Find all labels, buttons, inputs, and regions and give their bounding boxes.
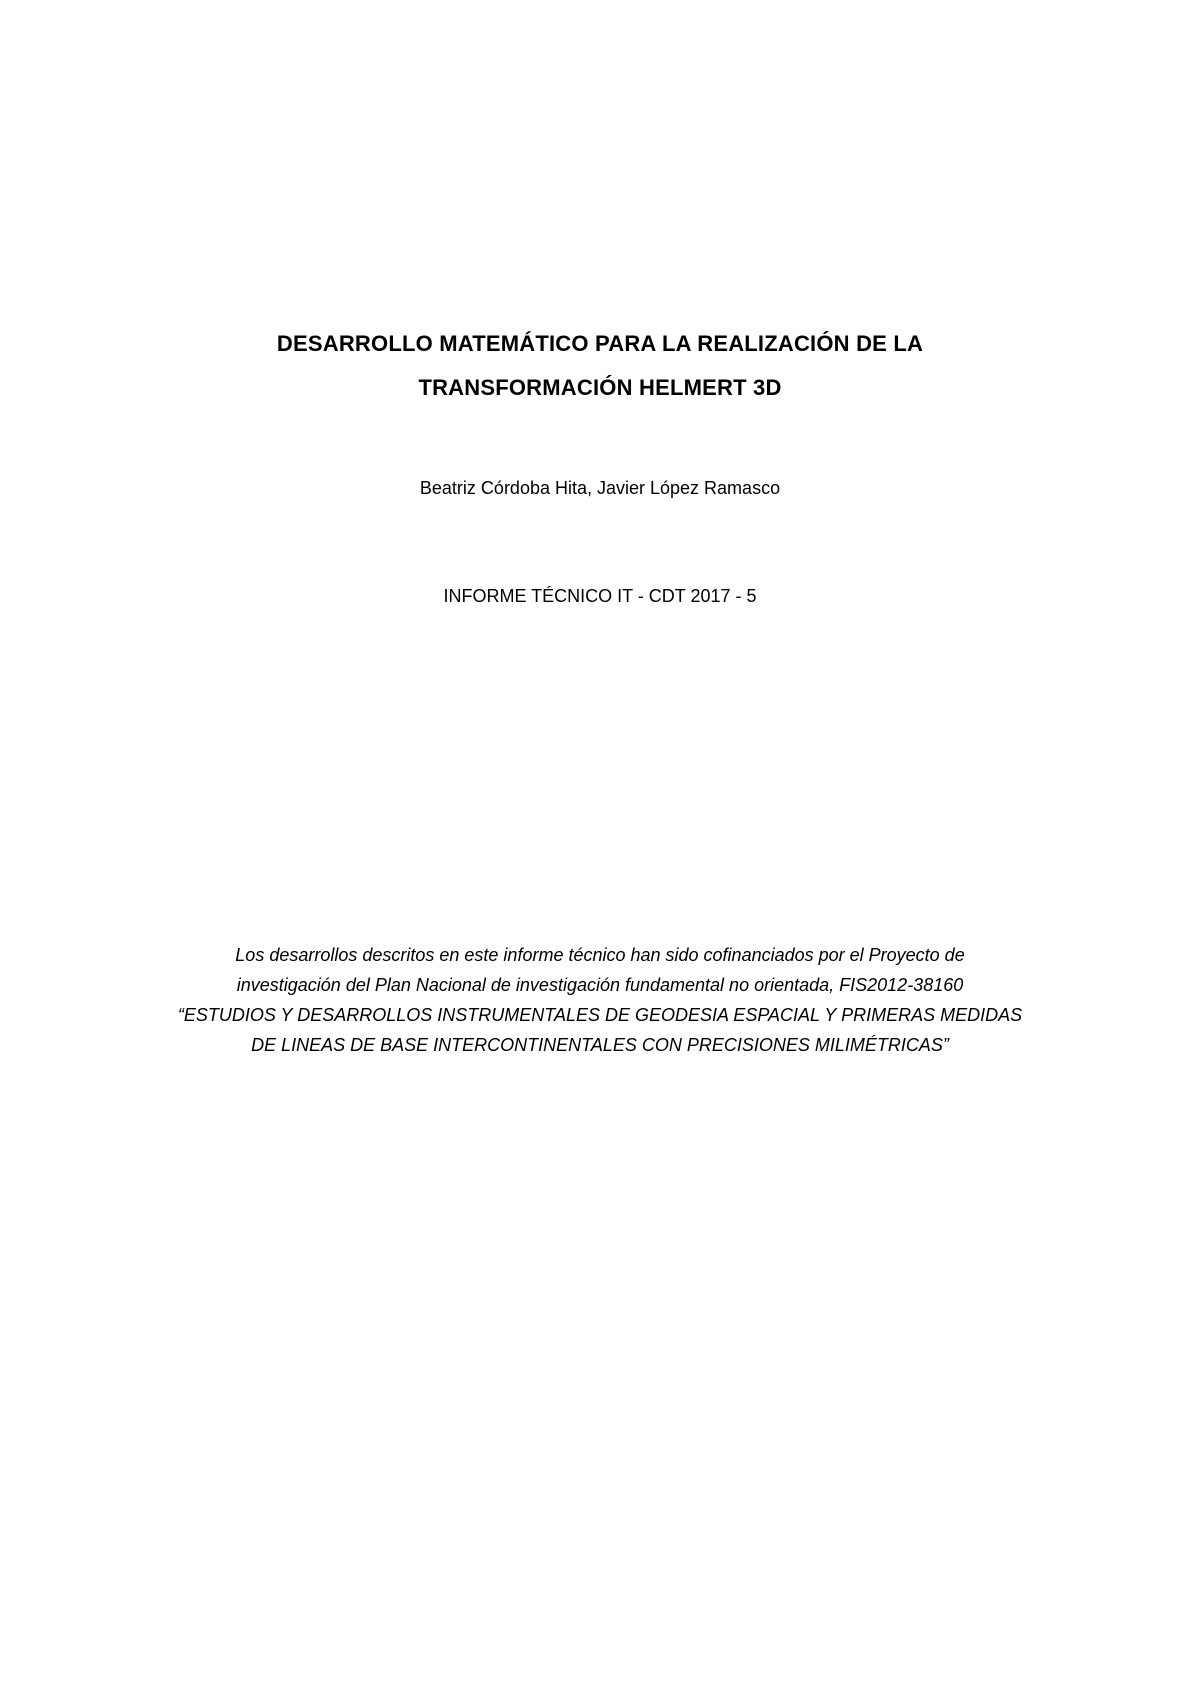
document-title [150, 322, 1050, 410]
report-id: INFORME TÉCNICO IT - CDT 2017 - 5 [443, 586, 757, 606]
funding-line-3: “ESTUDIOS Y DESARROLLOS INSTRUMENTALES DE GEODESIA ESPACIAL Y PRIMERAS MEDIDAS [177, 1005, 1023, 1025]
funding-line-1: Los desarrollos descritos en este informe técnico han sido cofinanciados por el Proyecto de [235, 945, 965, 965]
funding-statement [130, 940, 1070, 1060]
funding-line-2: investigación del Plan Nacional de investigación fundamental no orientada, FIS2012-38160 [236, 975, 964, 995]
title-line-1: DESARROLLO MATEMÁTICO PARA LA REALIZACIÓN DE LA [276, 331, 924, 356]
authors: Beatriz Córdoba Hita, Javier López Ramasco [419, 478, 781, 498]
title-line-2: TRANSFORMACIÓN HELMERT 3D [418, 375, 782, 400]
funding-line-4: DE LINEAS DE BASE INTERCONTINENTALES CON PRECISIONES MILIMÉTRICAS” [251, 1035, 949, 1055]
